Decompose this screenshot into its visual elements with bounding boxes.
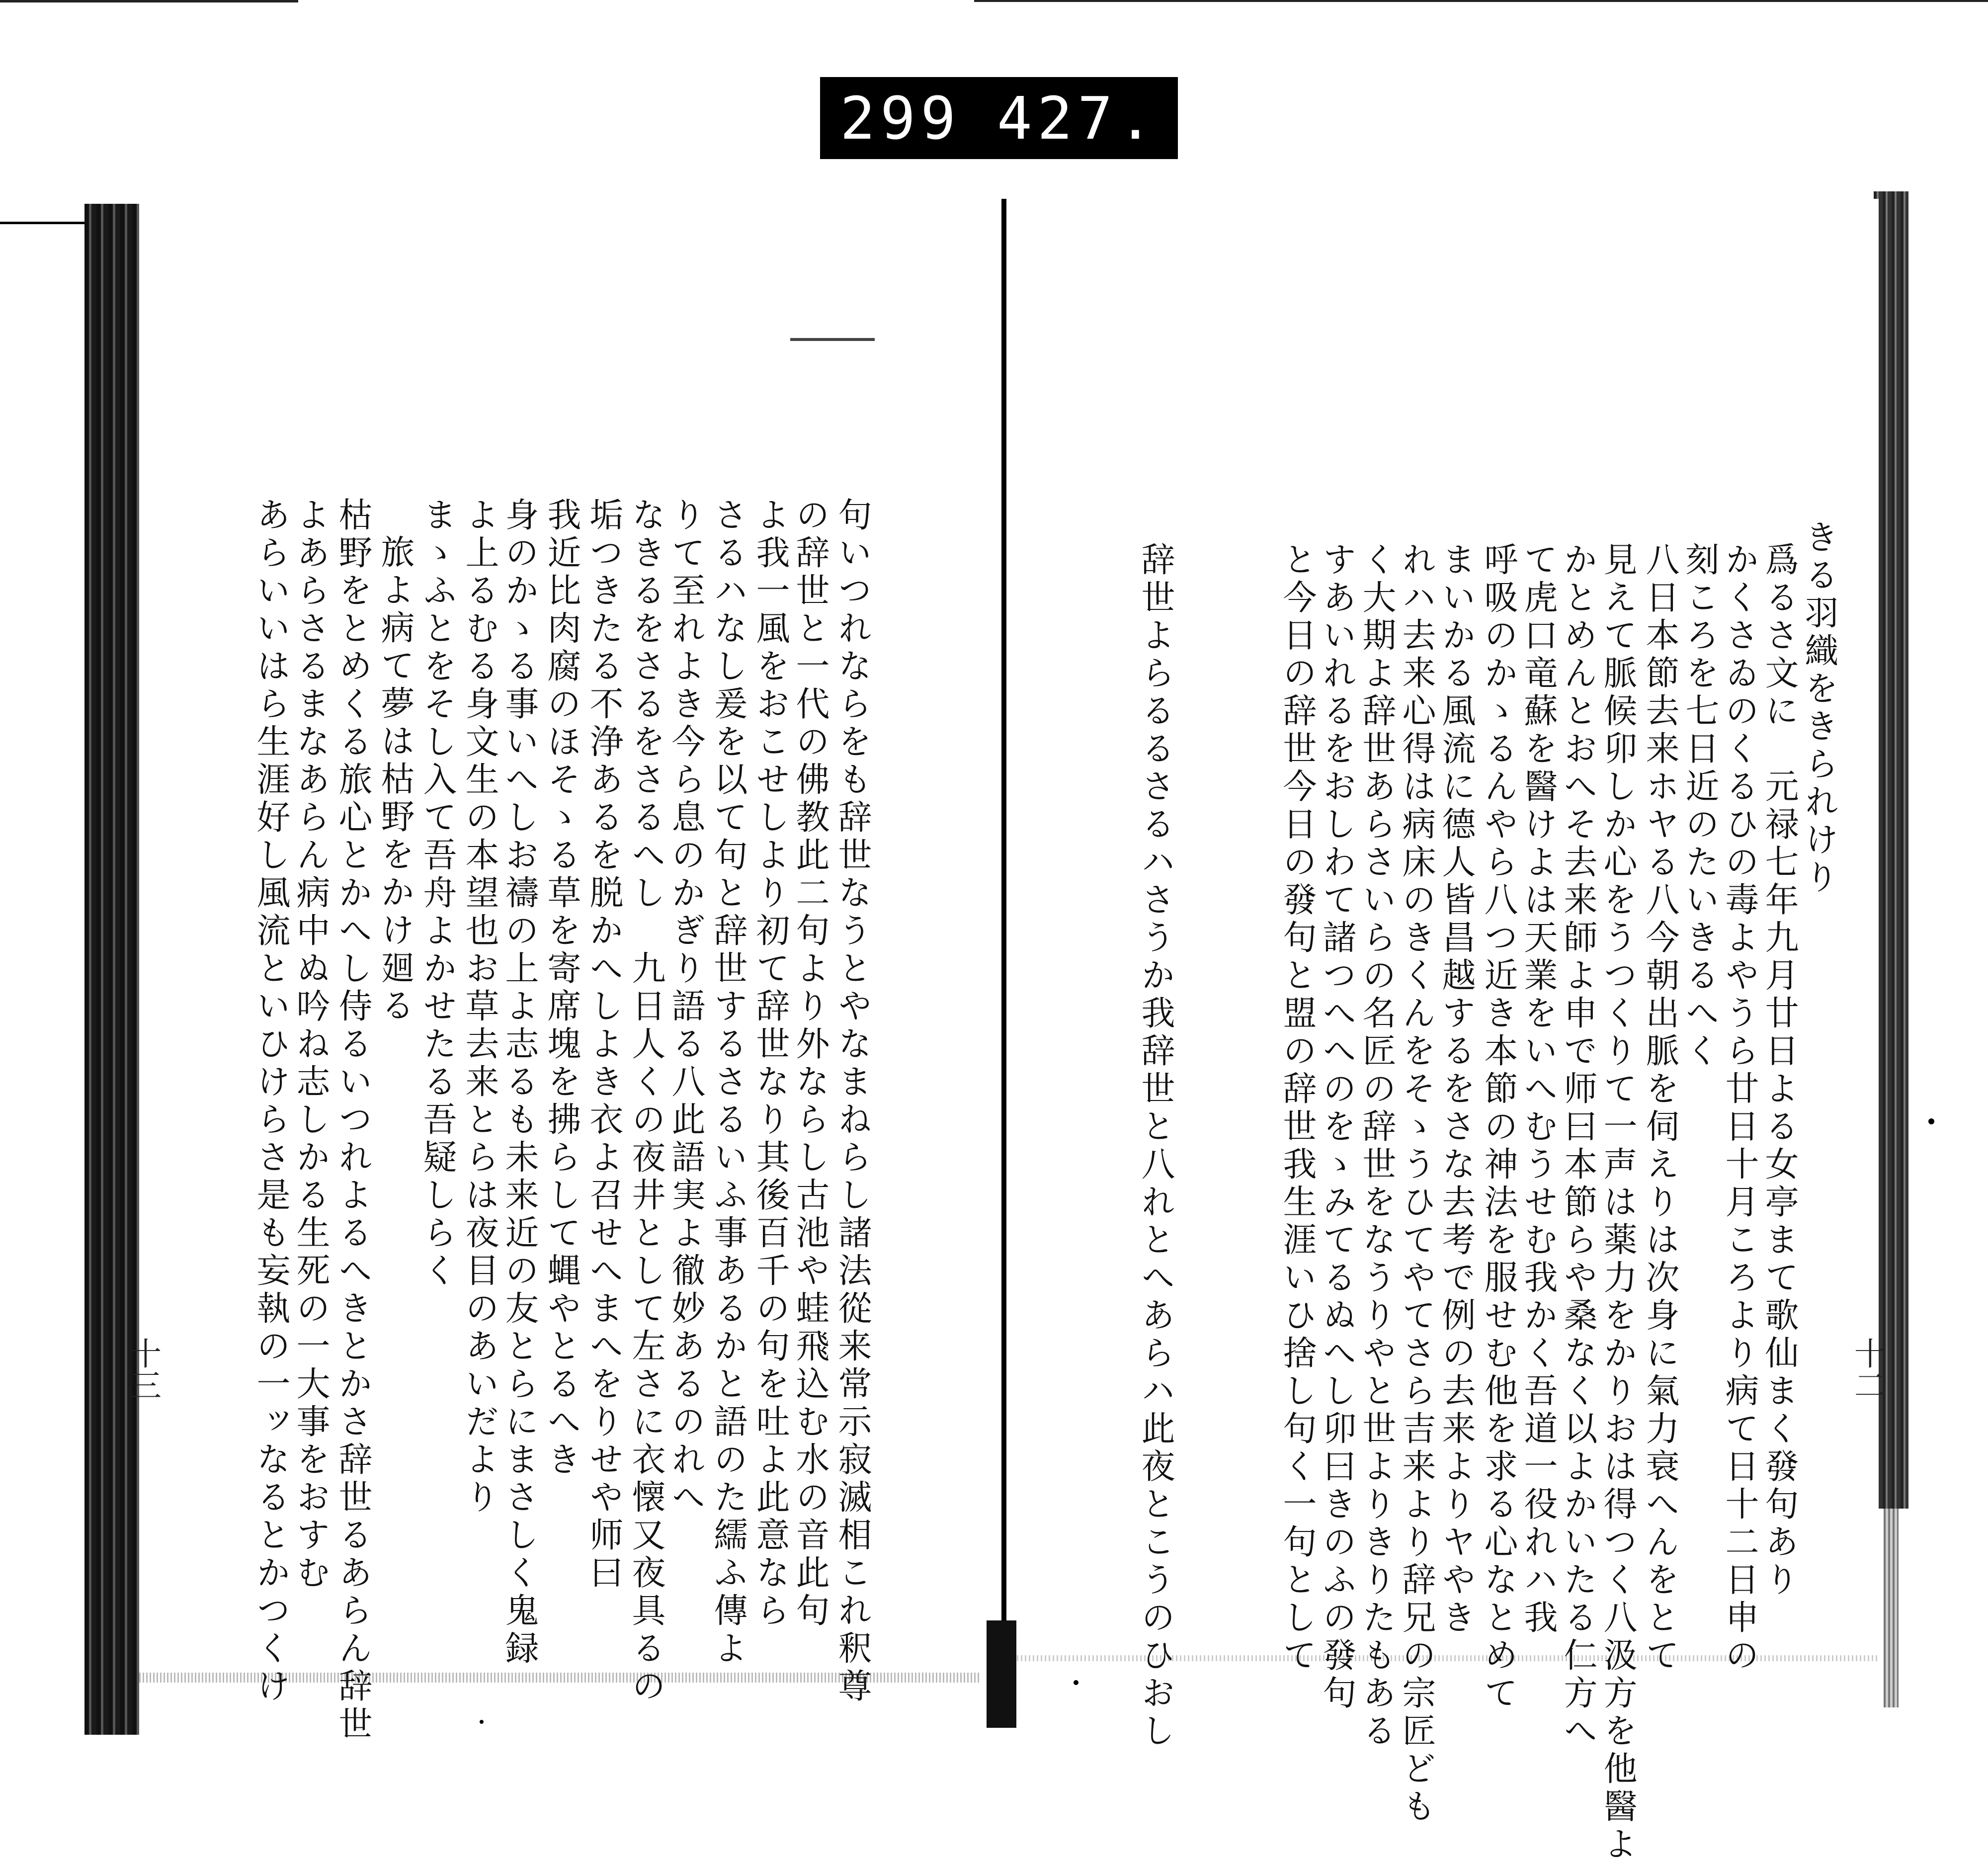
text-column: と今日の辞世今日の發句と盟の辞世我生涯いひ捨し句く一句として: [1277, 542, 1317, 1675]
text-column: まゝふとをそし入て吾舟よかせたる吾疑しらく: [417, 497, 457, 1290]
text-column: よあらさるまなあらん病中ぬ吟ね志しかる生死の一大事をおすむ: [291, 497, 330, 1593]
text-column: 呼吸のかゝるんやら八つ近き本節の神法を服せむ他を求る心なとめて: [1479, 542, 1518, 1713]
text-column: れハ去来心得は病床のきくんをそゝうひてやてさら吉来より辞兄の宗匠ども: [1397, 542, 1436, 1826]
page-number: 十三: [124, 1337, 161, 1401]
text-column: さるハなし爰を以て句と辞世するさるいふ事あるかと語のた繻ふ傳よ: [708, 497, 747, 1668]
haiku-column: 旅よ病て夢は枯野をかけ廻る: [375, 534, 414, 1025]
text-column: 垢つきたる不浄あるを脱かへしよき衣よ召せへまへをりせや师曰: [584, 497, 623, 1593]
text-column: 爲るさ文に 元禄七年九月廿日よる女亭まて歌仙まく發句あり: [1759, 542, 1799, 1600]
text-column: 枯野をとめくる旅心とかへし侍るいつれよるへきとかさ辞世るあらん辞世: [333, 497, 372, 1744]
text-column: りて至れよき今ら息のかぎり語る八此語実よ徹妙あるのれへ: [666, 497, 705, 1517]
text-column: かくさゐのくるひの毒よやうら廿日十月ころより病て日十二日申の: [1720, 542, 1759, 1675]
text-column: よ我一風をおこせしより初て辞世なり其後百千の句を吐よ此意なら: [750, 497, 790, 1630]
text-column: なきるをさるをさるへし 九日人くの夜井として左さに衣懐又夜具るの: [626, 497, 665, 1706]
scan-top-edge: [974, 0, 1988, 2]
scan-edge-mark: [0, 222, 89, 224]
scan-speck: [480, 1720, 484, 1724]
frame-number: 299: [840, 84, 961, 153]
book-edge-left: [84, 204, 139, 1735]
text-column: よ上るむる身文生の本望也お草去来とらは夜目のあいだより: [460, 497, 499, 1517]
scan-speck: [1074, 1680, 1078, 1685]
book-spine: [987, 1620, 1016, 1728]
text-column: きる羽織をきられけり: [1799, 519, 1838, 897]
text-column: の辞世と一代の佛教此二句より外ならし古池や蛙飛込む水の音此句: [790, 497, 829, 1630]
text-column: て虎口竜蘇を醫けよは天業をいへむうせむ我かく吾道一役れハ我: [1518, 542, 1558, 1637]
text-column: かとめんとおへそ去来師よ申で师曰本節らや桑なく以よかいたる仁方へ: [1558, 542, 1597, 1751]
book-edge-right: [1874, 191, 1908, 1509]
text-column: 八日本節去来ホヤる八今朝出脈を伺えりは次身に氣力衰へんをとて: [1640, 542, 1679, 1675]
frame-number-label: [820, 77, 1178, 159]
text-column: 身のかゝる事いへしお禱の上よ志るも未来近の友とらにまさしく鬼録: [499, 497, 539, 1668]
book-edge-right: [1884, 1509, 1899, 1707]
scan-speck: [1928, 1118, 1934, 1124]
scan-top-edge: [0, 0, 298, 2]
frame-number: 427.: [996, 84, 1158, 153]
text-column: すあいれるをおしわて諸つへへのをゝみてるぬへし卯曰きのふの發句: [1317, 542, 1356, 1713]
text-column: 句いつれならをも辞世なうとやなまねらし諸法從来常示寂滅相これ釈尊: [832, 497, 872, 1706]
text-column: 辞世よらるるさるハさうか我辞世と八れとへあらハ此夜とこうのひおし: [1136, 542, 1175, 1751]
page-number: 十二: [1849, 1337, 1886, 1401]
page-header-rule: [790, 338, 875, 341]
text-column: 見えて脈候卯しか心をうつくりて一声は薬力をかりおは得つく八汲方を他醫よ: [1598, 542, 1637, 1864]
text-column: まいかる風流に德人皆昌越するをさな去考で例の去来よりヤやき: [1436, 542, 1476, 1637]
book-spine: [1001, 199, 1006, 1685]
text-column: 我近比肉腐のほそゝる草を寄席塊を拂らして蝿やとるへき: [542, 497, 581, 1479]
text-column: 刻ころを七日近のたいきるへく: [1680, 542, 1719, 1071]
text-column: く大期よ辞世あらさいらの名匠の辞世をなうりやと世よりきりたもある: [1357, 542, 1396, 1751]
text-column: あらいいはら生涯好し風流といひけらさ是も妄執の一ッなるとかつくけ: [251, 497, 290, 1706]
